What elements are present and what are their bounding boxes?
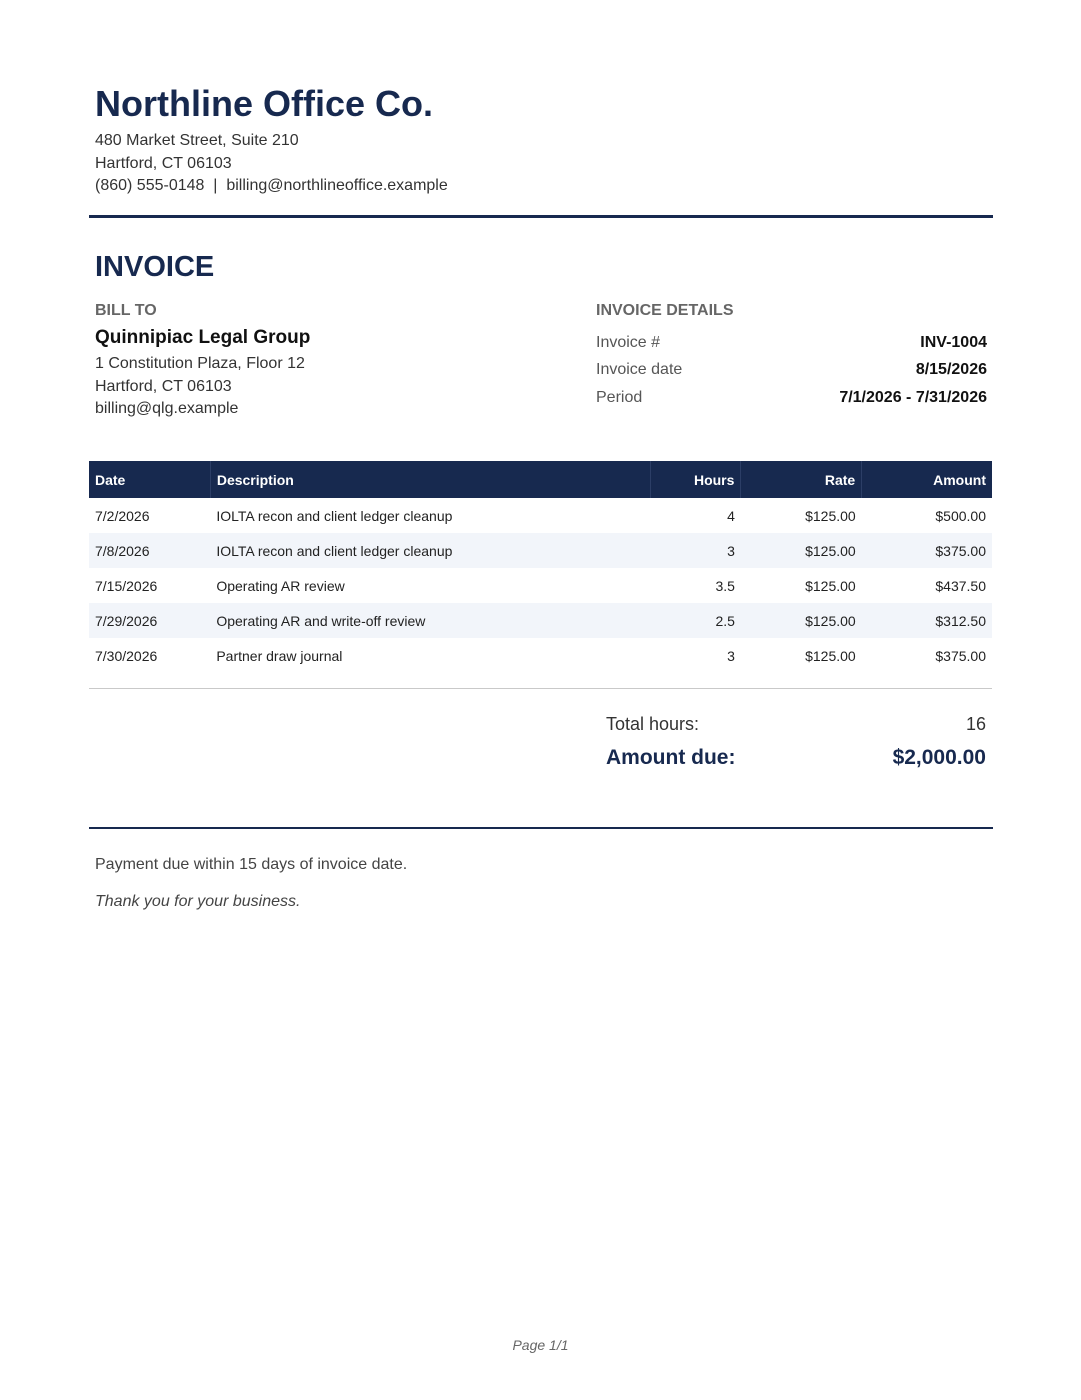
cell-description: IOLTA recon and client ledger cleanup [216,507,453,524]
cell-rate: $125.00 [805,507,856,524]
column-header-amount: Amount [862,461,992,498]
cell-amount: $375.00 [862,533,992,568]
detail-row-period [596,384,987,412]
cell-description: Operating AR and write-off review [210,603,650,638]
amount-due-row [606,738,986,778]
cell-date: 7/15/2026 [95,577,158,594]
totals-block [606,710,986,778]
invoice-title: INVOICE [95,251,215,283]
column-header-hours: Hours [650,461,741,498]
cell-hours: 3 [727,647,735,664]
table-row [89,603,992,638]
invoice-number: INV-1004 [920,333,987,351]
total-hours-row [606,710,986,738]
bill-to-label: BILL TO [95,302,157,319]
column-header-rate: Rate [741,461,862,498]
cell-hours: 2.5 [650,603,741,638]
cell-description: IOLTA recon and client ledger cleanup [210,533,650,568]
cell-amount: $437.50 [935,577,986,594]
cell-hours: 3.5 [715,577,735,594]
client-address-line2: Hartford, CT 06103 [95,377,232,395]
cell-date: 7/29/2026 [89,603,210,638]
invoice-period: 7/1/2026 - 7/31/2026 [839,388,987,406]
total-hours-value: 16 [965,713,986,734]
detail-key: Invoice # [596,333,661,351]
invoice-date: 8/15/2026 [915,361,987,379]
total-hours-label: Total hours: [606,713,700,734]
detail-row-invoice-number [596,329,987,357]
amount-due-label: Amount due: [606,746,736,769]
amount-due-value: $2,000.00 [892,746,986,769]
cell-rate: $125.00 [741,603,862,638]
cell-amount: $375.00 [935,647,986,664]
company-name: Northline Office Co. [95,83,434,124]
table-row [89,638,992,673]
cell-rate: $125.00 [805,577,856,594]
cell-rate: $125.00 [805,647,856,664]
cell-description: Operating AR review [216,577,345,594]
detail-row-invoice-date [596,357,987,385]
table-divider [89,688,992,689]
cell-date: 7/8/2026 [89,533,210,568]
table-row [89,498,992,533]
table-row [89,568,992,603]
detail-key: Period [596,388,643,406]
invoice-details [596,329,987,412]
table-header-row [89,461,992,498]
footer-divider [89,827,993,829]
client-address-line1: 1 Constitution Plaza, Floor 12 [95,355,305,372]
cell-hours: 4 [727,507,735,524]
client-email: billing@qlg.example [95,400,239,417]
invoice-details-label: INVOICE DETAILS [596,302,734,319]
table-row [89,533,992,568]
company-address-line1: 480 Market Street, Suite 210 [95,132,299,149]
payment-terms: Payment due within 15 days of invoice date. [95,856,408,873]
thank-you-note: Thank you for your business. [95,893,301,910]
cell-amount: $312.50 [862,603,992,638]
column-header-description: Description [210,461,650,498]
company-contact: (860) 555-0148 | billing@northlineoffice.example [95,177,448,194]
cell-date: 7/2/2026 [95,507,150,524]
company-address-line2: Hartford, CT 06103 [95,154,232,172]
detail-key: Invoice date [596,361,683,379]
client-info [95,353,305,421]
client-name: Quinnipiac Legal Group [95,327,311,348]
cell-date: 7/30/2026 [95,647,158,664]
company-info [95,130,448,198]
line-items-table [89,461,992,673]
page-number: Page 1/1 [512,1337,569,1353]
column-header-date: Date [89,461,210,498]
header-divider [89,215,993,218]
cell-hours: 3 [650,533,741,568]
cell-description: Partner draw journal [216,647,343,664]
cell-amount: $500.00 [935,507,986,524]
cell-rate: $125.00 [741,533,862,568]
